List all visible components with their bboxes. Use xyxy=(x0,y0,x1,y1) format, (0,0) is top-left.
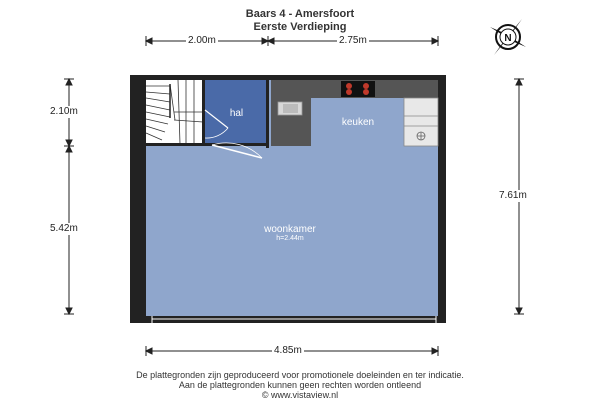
plan-subtitle: Eerste Verdieping xyxy=(253,21,347,33)
room-label-keuken: keuken xyxy=(341,117,375,128)
footer-disclaimer: De plattegronden zijn geproduceerd voor promotionele doeleinden en ter indicatie. xyxy=(136,370,464,380)
inner-wall xyxy=(146,143,204,146)
dim-bottom-total: 4.85m xyxy=(274,345,302,356)
dim-top-right: 2.75m xyxy=(339,35,367,46)
room-label-woonkamer-height: h=2.44m xyxy=(276,235,304,242)
footer-rights: Aan de plattegronden kunnen geen rechten worden ontleend xyxy=(178,380,422,390)
compass-icon xyxy=(490,19,526,55)
cooktop-icon xyxy=(341,81,375,97)
compass-letter: N xyxy=(504,33,512,44)
dim-left-lower: 5.42m xyxy=(50,223,78,234)
inner-wall xyxy=(266,80,269,148)
dim-right-total: 7.61m xyxy=(499,190,527,201)
dim-top-left: 2.00m xyxy=(188,35,216,46)
dim-left-upper: 2.10m xyxy=(50,106,78,117)
stairs xyxy=(146,80,203,144)
inner-wall xyxy=(202,80,205,144)
fridge-icon xyxy=(404,98,438,146)
room-label-woonkamer: woonkamer xyxy=(264,224,316,235)
room-label-hal: hal xyxy=(229,108,244,119)
footer-credit: © www.vistaview.nl xyxy=(261,390,339,400)
plan-title: Baars 4 - Amersfoort xyxy=(245,8,355,20)
sink-icon xyxy=(278,102,302,115)
